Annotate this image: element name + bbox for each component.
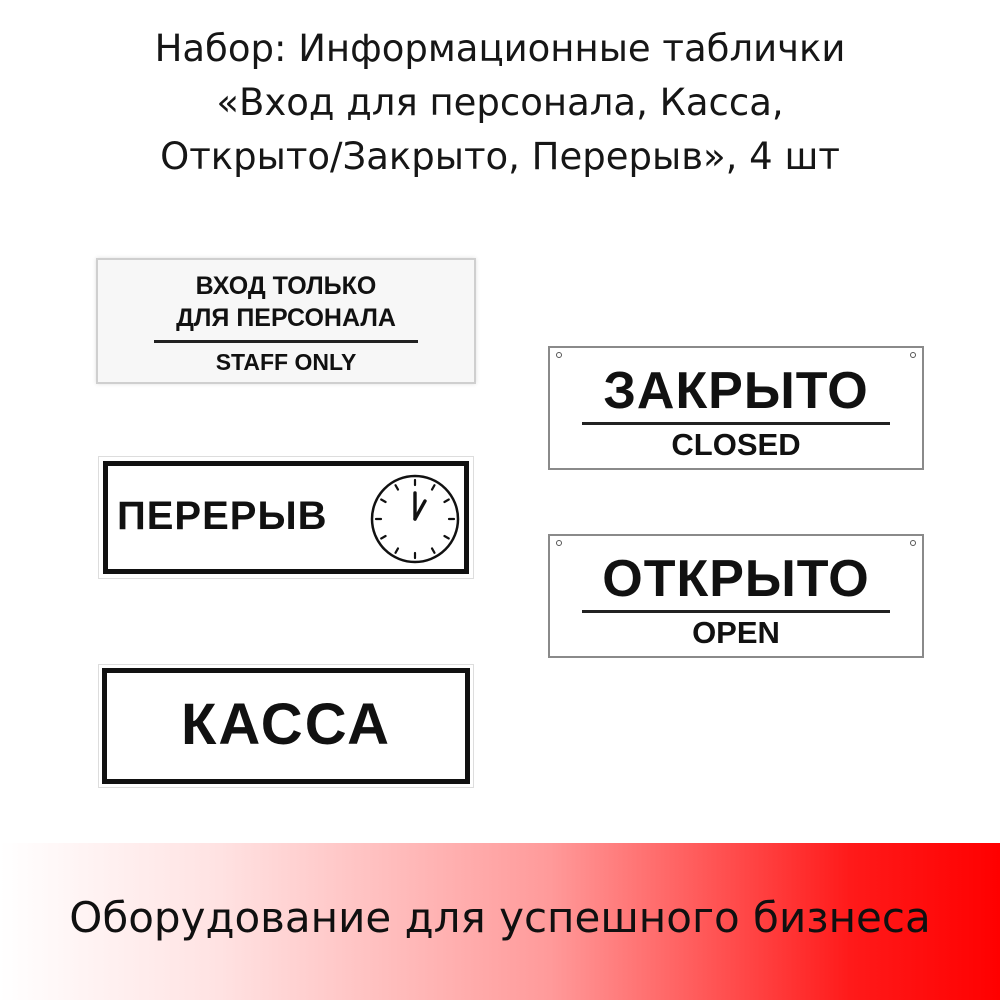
closed-sign — [548, 346, 924, 470]
open-sign-ru: ОТКРЫТО — [602, 550, 870, 608]
title-line-1: Набор: Информационные таблички — [154, 27, 846, 70]
mounting-hole — [910, 540, 916, 546]
staff-sign-line-2: ДЛЯ ПЕРСОНАЛА — [176, 304, 396, 332]
break-sign — [98, 456, 474, 579]
closed-sign-en: CLOSED — [671, 427, 801, 462]
footer-slogan: Оборудование для успешного бизнеса — [69, 893, 931, 942]
open-sign-divider — [582, 610, 890, 613]
open-sign-en: OPEN — [692, 615, 780, 650]
mounting-hole — [910, 352, 916, 358]
mounting-hole — [556, 540, 562, 546]
title-line-2: «Вход для персонала, Касса, — [216, 81, 784, 124]
mounting-hole — [556, 352, 562, 358]
closed-sign-ru: ЗАКРЫТО — [603, 362, 869, 420]
title-line-3: Открыто/Закрыто, Перерыв», 4 шт — [160, 135, 840, 178]
closed-sign-divider — [582, 422, 890, 425]
staff-sign-line-1: ВХОД ТОЛЬКО — [195, 272, 377, 300]
clock-icon — [369, 473, 461, 565]
product-title — [0, 22, 1000, 184]
kassa-sign-text: КАССА — [180, 692, 392, 757]
open-sign — [548, 534, 924, 658]
staff-sign-line-3: STAFF ONLY — [215, 349, 357, 375]
footer-banner — [0, 843, 1000, 1000]
staff-sign-divider — [154, 340, 418, 343]
kassa-sign — [98, 664, 474, 788]
break-sign-text: ПЕРЕРЫВ — [117, 494, 328, 538]
staff-only-sign — [96, 258, 476, 384]
